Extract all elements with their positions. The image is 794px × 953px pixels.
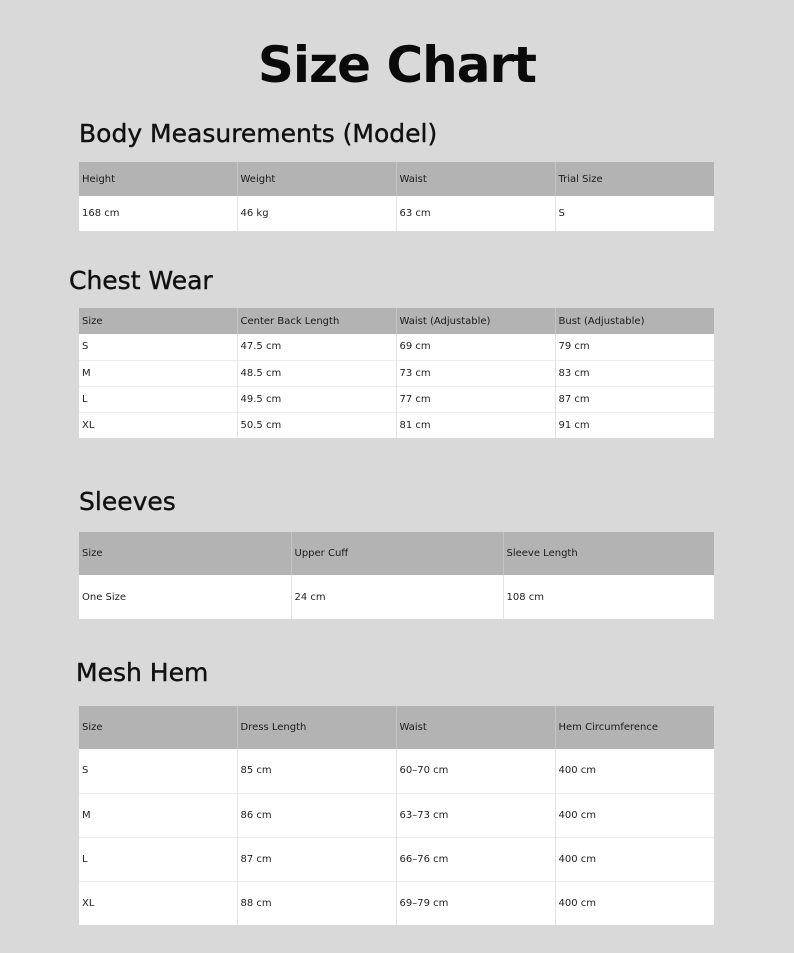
- table-cell: 73 cm: [396, 360, 555, 386]
- table-cell: 87 cm: [555, 386, 714, 412]
- table-cell: M: [79, 360, 237, 386]
- table-row: [79, 881, 714, 925]
- table-cell: 168 cm: [79, 196, 237, 231]
- table-cell: One Size: [79, 575, 291, 619]
- header-cell: Dress Length: [237, 706, 396, 749]
- page-title: Size Chart: [257, 36, 537, 94]
- table-header-row: [79, 162, 714, 196]
- table-cell: S: [79, 334, 237, 360]
- table-row: [79, 196, 714, 231]
- table-cell: 48.5 cm: [237, 360, 396, 386]
- table-row: [79, 793, 714, 837]
- table-row: [79, 412, 714, 438]
- sleeves-table: [79, 532, 714, 619]
- table-row: [79, 360, 714, 386]
- table-cell: 88 cm: [237, 881, 396, 925]
- header-cell: Hem Circumference: [555, 706, 714, 749]
- table-cell: 79 cm: [555, 334, 714, 360]
- table-cell: S: [79, 749, 237, 793]
- header-cell: Height: [79, 162, 237, 196]
- table-cell: 400 cm: [555, 749, 714, 793]
- header-cell: Waist (Adjustable): [396, 308, 555, 334]
- table-row: [79, 334, 714, 360]
- table-row: [79, 386, 714, 412]
- table-cell: 108 cm: [503, 575, 714, 619]
- table-header-row: [79, 308, 714, 334]
- table-cell: 77 cm: [396, 386, 555, 412]
- table-cell: 47.5 cm: [237, 334, 396, 360]
- table-header-row: [79, 532, 714, 575]
- table-cell: 63 cm: [396, 196, 555, 231]
- table-cell: S: [555, 196, 714, 231]
- table-cell: XL: [79, 881, 237, 925]
- table-cell: 46 kg: [237, 196, 396, 231]
- header-cell: Waist: [396, 162, 555, 196]
- header-cell: Weight: [237, 162, 396, 196]
- body-measurements-title: Body Measurements (Model): [79, 119, 438, 148]
- body-measurements-table: [79, 162, 714, 231]
- table-cell: 24 cm: [291, 575, 503, 619]
- table-cell: 400 cm: [555, 793, 714, 837]
- header-cell: Size: [79, 532, 291, 575]
- table-header-row: [79, 706, 714, 749]
- table-cell: 60–70 cm: [396, 749, 555, 793]
- header-cell: Sleeve Length: [503, 532, 714, 575]
- header-cell: Size: [79, 706, 237, 749]
- header-cell: Center Back Length: [237, 308, 396, 334]
- table-cell: 91 cm: [555, 412, 714, 438]
- mesh-hem-table: [79, 706, 714, 925]
- table-cell: 69 cm: [396, 334, 555, 360]
- table-cell: 49.5 cm: [237, 386, 396, 412]
- table-cell: XL: [79, 412, 237, 438]
- table-cell: 63–73 cm: [396, 793, 555, 837]
- header-cell: Bust (Adjustable): [555, 308, 714, 334]
- sleeves-title: Sleeves: [79, 487, 176, 516]
- table-cell: M: [79, 793, 237, 837]
- table-cell: 69–79 cm: [396, 881, 555, 925]
- table-row: [79, 749, 714, 793]
- table-cell: 85 cm: [237, 749, 396, 793]
- table-cell: L: [79, 837, 237, 881]
- chest-wear-title: Chest Wear: [69, 266, 213, 295]
- header-cell: Waist: [396, 706, 555, 749]
- header-cell: Size: [79, 308, 237, 334]
- mesh-hem-title: Mesh Hem: [76, 658, 209, 687]
- table-cell: 83 cm: [555, 360, 714, 386]
- table-cell: 400 cm: [555, 881, 714, 925]
- table-cell: L: [79, 386, 237, 412]
- header-cell: Upper Cuff: [291, 532, 503, 575]
- table-cell: 400 cm: [555, 837, 714, 881]
- table-cell: 86 cm: [237, 793, 396, 837]
- table-row: [79, 575, 714, 619]
- table-cell: 81 cm: [396, 412, 555, 438]
- table-cell: 66–76 cm: [396, 837, 555, 881]
- table-cell: 87 cm: [237, 837, 396, 881]
- header-cell: Trial Size: [555, 162, 714, 196]
- table-row: [79, 837, 714, 881]
- chest-wear-table: [79, 308, 714, 438]
- table-cell: 50.5 cm: [237, 412, 396, 438]
